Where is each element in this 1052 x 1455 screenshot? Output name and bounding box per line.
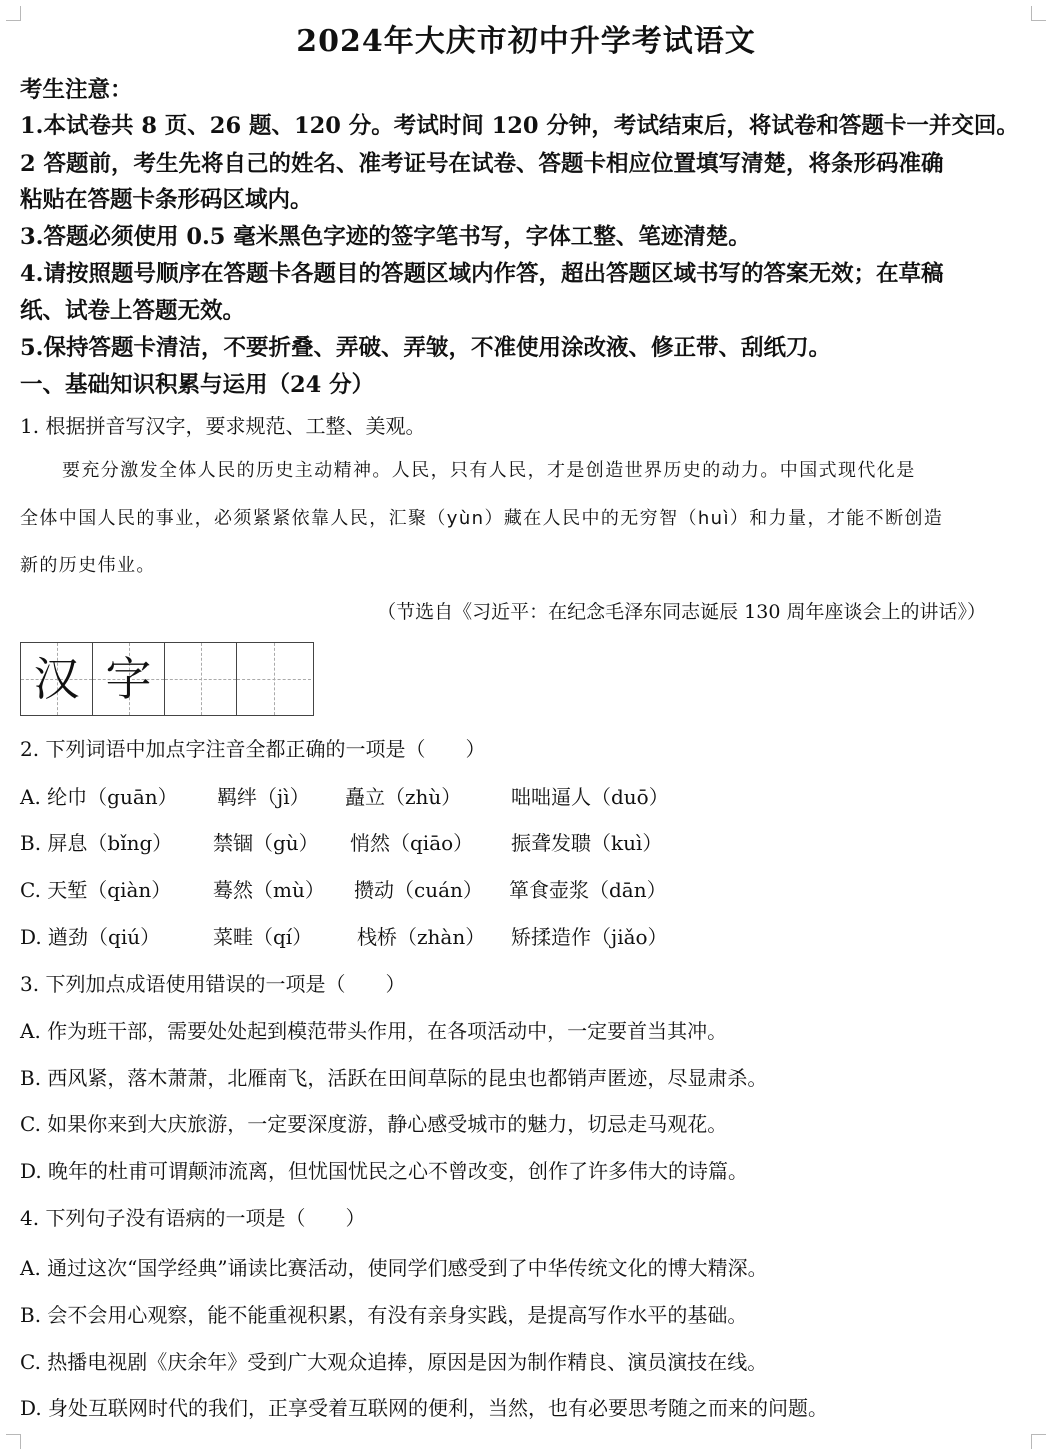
option-cell: 矫揉造作（jiǎo） (511, 925, 668, 949)
grid-cell[interactable] (21, 643, 93, 715)
notice-line: 纸、试卷上答题无效。 (20, 298, 246, 324)
question-4-option: C. 热播电视剧《庆余年》受到广大观众追捧，原因是因为制作精良、演员演技在线。 (20, 1350, 768, 1374)
question-3-stem: 3. 下列加点成语使用错误的一项是（ ） (20, 972, 406, 996)
option-cell: D. 遒劲（qiú） (20, 925, 161, 949)
question-3-option: D. 晚年的杜甫可谓颠沛流离，但忧国忧民之心不曾改变，创作了许多伟大的诗篇。 (20, 1159, 749, 1183)
section-heading: 一、基础知识积累与运用（24 分） (20, 372, 375, 398)
passage-source: （节选自《习近平：在纪念毛泽东同志诞辰 130 周年座谈会上的讲话》） (377, 601, 986, 623)
question-4-stem: 4. 下列句子没有语病的一项是（ ） (20, 1206, 366, 1230)
option-cell: C. 天堑（qiàn） (20, 878, 172, 902)
question-2-stem: 2. 下列词语中加点字注音全都正确的一项是（ ） (20, 737, 486, 761)
question-4-option: A. 通过这次“国学经典”诵读比赛活动，使同学们感受到了中华传统文化的博大精深。 (20, 1256, 768, 1280)
grid-cell[interactable] (93, 643, 165, 715)
grid-cell[interactable] (165, 643, 237, 715)
notice-line: 1.本试卷共 8 页、26 题、120 分。考试时间 120 分钟，考试结束后，将试卷和答题卡一并交回。 (20, 113, 1019, 139)
option-cell: 箪食壶浆（dān） (509, 878, 667, 902)
question-3-option: B. 西风紧，落木萧萧，北雁南飞，活跃在田间草际的昆虫也都销声匿迹，尽显肃杀。 (20, 1066, 768, 1090)
option-cell: 蓦然（mù） (213, 878, 325, 902)
option-cell: 禁锢（gù） (213, 831, 319, 855)
notice-line: 粘贴在答题卡条形码区域内。 (20, 187, 313, 213)
notice-line: 3.答题必须使用 0.5 毫米黑色字迹的签字笔书写，字体工整、笔迹清楚。 (20, 224, 751, 250)
question-1-stem: 1. 根据拼音写汉字，要求规范、工整、美观。 (20, 414, 426, 438)
corner-mark (1031, 1434, 1046, 1449)
option-cell: 悄然（qiāo） (350, 831, 474, 855)
option-cell: 矗立（zhù） (345, 785, 462, 809)
page-title: 2024年大庆市初中升学考试语文 (296, 24, 756, 59)
passage-line: 新的历史伟业。 (20, 555, 156, 576)
grid-char: 字 (105, 652, 152, 706)
notice-heading: 考生注意： (20, 77, 133, 103)
option-cell: A. 纶巾（guān） (20, 785, 178, 809)
notice-line: 5.保持答题卡清洁，不要折叠、弄破、弄皱，不准使用涂改液、修正带、刮纸刀。 (20, 335, 831, 361)
question-3-option: A. 作为班干部，需要处处起到模范带头作用，在各项活动中，一定要首当其冲。 (20, 1019, 728, 1043)
question-4-option: D. 身处互联网时代的我们，正享受着互联网的便利，当然，也有必要思考随之而来的问题。 (20, 1396, 829, 1420)
option-cell: B. 屏息（bǐng） (20, 831, 173, 855)
option-cell: 栈桥（zhàn） (357, 925, 486, 949)
grid-cell[interactable] (237, 643, 311, 715)
option-cell: 振聋发聩（kuì） (511, 831, 663, 855)
grid-char: 汉 (33, 652, 80, 706)
passage-line: 要充分激发全体人民的历史主动精神。人民，只有人民，才是创造世界历史的动力。中国式现代化是 (62, 460, 916, 481)
notice-line: 4.请按照题号顺序在答题卡各题目的答题区域内作答，超出答题区域书写的答案无效；在草稿 (20, 261, 944, 287)
passage-line: 全体中国人民的事业，必须紧紧依靠人民，汇聚（yùn）藏在人民中的无穷智（huì）和力量，才能不断创造 (20, 508, 944, 529)
question-3-option: C. 如果你来到大庆旅游，一定要深度游，静心感受城市的魅力，切忌走马观花。 (20, 1112, 728, 1136)
option-cell: 菜畦（qí） (213, 925, 313, 949)
option-cell: 羁绊（jì） (217, 785, 310, 809)
option-cell: 攒动（cuán） (354, 878, 483, 902)
question-4-option: B. 会不会用心观察，能不能重视积累，有没有亲身实践，是提高写作水平的基础。 (20, 1303, 748, 1327)
option-cell: 咄咄逼人（duō） (511, 785, 669, 809)
writing-grid[interactable] (20, 642, 314, 716)
corner-mark (6, 1434, 21, 1449)
notice-line: 2 答题前，考生先将自己的姓名、准考证号在试卷、答题卡相应位置填写清楚，将条形码准确 (20, 151, 944, 177)
